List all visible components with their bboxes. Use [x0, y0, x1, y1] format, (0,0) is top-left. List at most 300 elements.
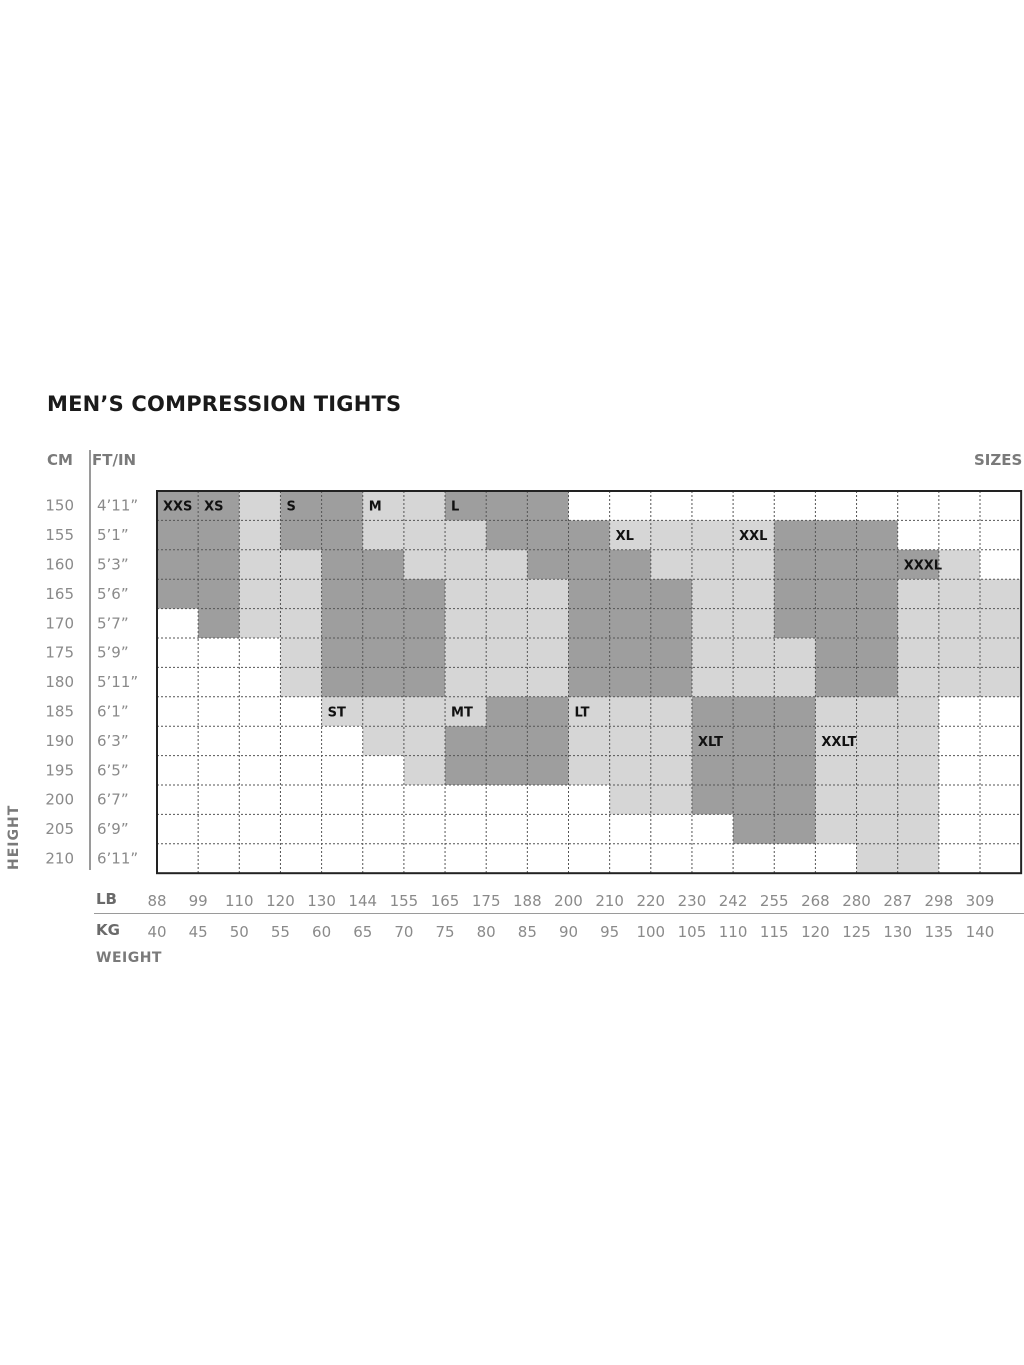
grid-cell: [733, 638, 774, 668]
cm-tick-label: 160: [45, 555, 74, 574]
grid-cell: [363, 726, 404, 756]
grid-cell: [857, 609, 898, 639]
kg-tick-label: 45: [188, 923, 208, 941]
grid-cell: [857, 667, 898, 697]
grid-cell: [610, 785, 651, 815]
grid-cell: [363, 579, 404, 609]
grid-cell: [363, 697, 404, 727]
grid-cell: [404, 785, 445, 815]
grid-cell: [774, 579, 815, 609]
grid-cell: [404, 520, 445, 550]
grid-cell: [569, 667, 610, 697]
grid-cell: [610, 579, 651, 609]
grid-cell: [322, 550, 363, 580]
lb-tick-label: 155: [389, 892, 419, 910]
grid-cell: [774, 814, 815, 844]
grid-cell: [363, 785, 404, 815]
grid-cell: [651, 579, 692, 609]
grid-cell: [198, 756, 239, 786]
grid-cell: [692, 550, 733, 580]
grid-cell: [569, 520, 610, 550]
cm-tick-label: 190: [45, 731, 74, 750]
lb-tick-label: 175: [471, 892, 501, 910]
grid-cell: [527, 785, 568, 815]
grid-cell: [898, 785, 939, 815]
grid-cell: [610, 726, 651, 756]
size-label: XXLT: [821, 734, 857, 750]
grid-cell: [280, 667, 321, 697]
grid-cell: [445, 520, 486, 550]
grid-cell: [857, 550, 898, 580]
grid-cell: [651, 844, 692, 874]
grid-cell: [404, 638, 445, 668]
grid-cell: [898, 609, 939, 639]
size-label: ST: [327, 705, 346, 721]
kg-tick-label: 70: [394, 923, 414, 941]
grid-cell: [239, 726, 280, 756]
grid-cell: [198, 726, 239, 756]
grid-cell: [774, 697, 815, 727]
grid-cell: [815, 609, 856, 639]
grid-cell: [486, 520, 527, 550]
grid-cell: [980, 579, 1021, 609]
grid-cell: [445, 756, 486, 786]
kg-tick-label: 105: [677, 923, 707, 941]
grid-cell: [733, 697, 774, 727]
grid-cell: [157, 697, 198, 727]
lb-tick-label: 99: [188, 892, 208, 910]
grid-cell: [651, 491, 692, 521]
grid-cell: [157, 638, 198, 668]
cm-tick-label: 195: [45, 761, 74, 780]
cells-layer: [157, 491, 1021, 874]
ftin-tick-label: 5’6”: [97, 584, 129, 603]
grid-cell: [610, 697, 651, 727]
grid-cell: [651, 667, 692, 697]
kg-tick-label: 50: [229, 923, 249, 941]
grid-cell: [774, 756, 815, 786]
grid-cell: [239, 638, 280, 668]
grid-cell: [610, 814, 651, 844]
ftin-tick-label: 4’11”: [97, 496, 139, 515]
grid-cell: [692, 697, 733, 727]
grid-cell: [815, 491, 856, 521]
grid-cell: [610, 638, 651, 668]
grid-cell: [157, 579, 198, 609]
grid-cell: [404, 844, 445, 874]
grid-cell: [363, 756, 404, 786]
grid-cell: [280, 785, 321, 815]
lb-tick-label: 242: [718, 892, 748, 910]
grid-cell: [939, 579, 980, 609]
lb-tick-label: 230: [677, 892, 707, 910]
cm-tick-label: 165: [45, 584, 74, 603]
grid-cell: [898, 491, 939, 521]
grid-cell: [239, 609, 280, 639]
grid-cell: [857, 638, 898, 668]
grid-cell: [198, 638, 239, 668]
sizes-header: SIZES: [974, 451, 1023, 469]
size-label: XS: [204, 499, 224, 515]
grid-cell: [363, 814, 404, 844]
grid-cell: [569, 844, 610, 874]
ftin-tick-label: 6’3”: [97, 731, 129, 750]
grid-cell: [610, 550, 651, 580]
lb-tick-label: 268: [801, 892, 830, 910]
grid-cell: [610, 667, 651, 697]
grid-cell: [280, 726, 321, 756]
grid-cell: [692, 609, 733, 639]
grid-cell: [980, 609, 1021, 639]
grid-cell: [733, 756, 774, 786]
lb-tick-label: 210: [595, 892, 624, 910]
grid-cell: [280, 844, 321, 874]
grid-cell: [445, 814, 486, 844]
grid-cell: [322, 814, 363, 844]
grid-cell: [939, 756, 980, 786]
grid-cell: [692, 638, 733, 668]
grid-cell: [363, 609, 404, 639]
grid-cell: [486, 697, 527, 727]
kg-tick-label: 110: [718, 923, 748, 941]
grid-cell: [157, 667, 198, 697]
ftin-header: FT/IN: [92, 451, 137, 469]
grid-cell: [445, 785, 486, 815]
lb-tick-label: 130: [307, 892, 336, 910]
grid-cell: [486, 550, 527, 580]
grid-cell: [857, 756, 898, 786]
grid-cell: [527, 491, 568, 521]
grid-cell: [198, 550, 239, 580]
grid-cell: [980, 697, 1021, 727]
grid-cell: [569, 756, 610, 786]
grid-cell: [898, 667, 939, 697]
grid-cell: [280, 550, 321, 580]
grid-cell: [404, 726, 445, 756]
grid-cell: [239, 756, 280, 786]
grid-cell: [610, 756, 651, 786]
grid-cell: [692, 844, 733, 874]
grid-cell: [733, 550, 774, 580]
grid-cell: [280, 579, 321, 609]
ftin-tick-label: 5’7”: [97, 614, 129, 633]
grid-cell: [692, 785, 733, 815]
grid-cell: [527, 814, 568, 844]
grid-cell: [815, 756, 856, 786]
grid-cell: [898, 697, 939, 727]
size-label: XXS: [163, 499, 193, 515]
lb-tick-label: 287: [883, 892, 913, 910]
grid-cell: [815, 814, 856, 844]
grid-cell: [363, 550, 404, 580]
grid-cell: [363, 667, 404, 697]
ftin-tick-label: 6’5”: [97, 761, 129, 780]
grid-cell: [404, 667, 445, 697]
grid-cell: [527, 638, 568, 668]
grid-cell: [198, 667, 239, 697]
ftin-tick-label: 5’3”: [97, 555, 129, 574]
grid-cell: [980, 638, 1021, 668]
kg-tick-label: 95: [600, 923, 620, 941]
grid-cell: [157, 550, 198, 580]
grid-cell: [815, 697, 856, 727]
grid-cell: [404, 491, 445, 521]
cm-tick-label: 210: [45, 849, 74, 868]
grid-cell: [198, 814, 239, 844]
cm-tick-label: 205: [45, 820, 74, 839]
grid-cell: [527, 520, 568, 550]
grid-cell: [774, 491, 815, 521]
grid-cell: [322, 491, 363, 521]
grid-cell: [774, 609, 815, 639]
lb-tick-label: 220: [636, 892, 666, 910]
grid-cell: [486, 667, 527, 697]
grid-cell: [939, 550, 980, 580]
grid-cell: [486, 756, 527, 786]
lb-tick-label: 165: [430, 892, 460, 910]
grid-cell: [980, 667, 1021, 697]
grid-cell: [322, 609, 363, 639]
grid-cell: [486, 579, 527, 609]
kg-tick-label: 120: [801, 923, 830, 941]
grid-cell: [980, 726, 1021, 756]
grid-cell: [280, 814, 321, 844]
grid-cell: [322, 785, 363, 815]
grid-cell: [898, 520, 939, 550]
grid-cell: [898, 638, 939, 668]
grid-cell: [815, 520, 856, 550]
grid-cell: [569, 726, 610, 756]
grid-cell: [774, 520, 815, 550]
kg-tick-label: 140: [965, 923, 995, 941]
grid-cell: [610, 491, 651, 521]
grid-cell: [774, 667, 815, 697]
kg-tick-label: 100: [636, 923, 666, 941]
grid-cell: [569, 814, 610, 844]
chart-title: MEN’S COMPRESSION TIGHTS: [47, 392, 402, 416]
grid-cell: [651, 697, 692, 727]
grid-cell: [610, 609, 651, 639]
grid-cell: [692, 667, 733, 697]
size-label: XXL: [739, 529, 768, 545]
grid-cell: [980, 844, 1021, 874]
grid-cell: [527, 550, 568, 580]
kg-tick-label: 60: [312, 923, 332, 941]
grid-cell: [774, 550, 815, 580]
ftin-tick-label: 6’7”: [97, 790, 129, 809]
kg-tick-label: 90: [558, 923, 579, 941]
grid-cell: [857, 491, 898, 521]
lb-tick-label: 120: [266, 892, 295, 910]
lb-tick-label: 88: [147, 892, 167, 910]
kg-tick-label: 65: [353, 923, 373, 941]
grid-cell: [157, 756, 198, 786]
grid-cell: [651, 785, 692, 815]
grid-cell: [815, 550, 856, 580]
grid-cell: [939, 609, 980, 639]
grid-cell: [857, 697, 898, 727]
grid-cell: [445, 550, 486, 580]
lb-tick-label: 188: [513, 892, 542, 910]
grid-cell: [280, 609, 321, 639]
grid-cell: [980, 520, 1021, 550]
grid-cell: [651, 638, 692, 668]
grid-cell: [815, 579, 856, 609]
grid-cell: [322, 579, 363, 609]
grid-cell: [404, 814, 445, 844]
grid-cell: [980, 550, 1021, 580]
grid-cell: [692, 579, 733, 609]
grid-cell: [898, 814, 939, 844]
grid-cell: [692, 756, 733, 786]
size-label: MT: [451, 705, 473, 721]
grid-cell: [939, 491, 980, 521]
grid-cell: [157, 609, 198, 639]
kg-tick-label: 75: [435, 923, 455, 941]
grid-cell: [239, 491, 280, 521]
size-label: LT: [574, 705, 590, 721]
grid-cell: [569, 638, 610, 668]
grid-cell: [322, 756, 363, 786]
kg-tick-label: 115: [759, 923, 789, 941]
grid-cell: [651, 814, 692, 844]
grid-cell: [239, 667, 280, 697]
grid-cell: [939, 785, 980, 815]
grid-cell: [939, 667, 980, 697]
grid-cell: [939, 844, 980, 874]
ftin-tick-label: 5’1”: [97, 526, 129, 545]
grid-cell: [857, 814, 898, 844]
lb-label: LB: [96, 890, 117, 908]
grid-cell: [527, 726, 568, 756]
grid-cell: [239, 844, 280, 874]
grid-cell: [857, 579, 898, 609]
grid-cell: [157, 844, 198, 874]
grid-cell: [733, 785, 774, 815]
grid-cell: [239, 814, 280, 844]
grid-cell: [939, 638, 980, 668]
ftin-tick-label: 5’9”: [97, 643, 129, 662]
grid-cell: [486, 814, 527, 844]
cm-tick-label: 185: [45, 702, 74, 721]
grid-cell: [404, 550, 445, 580]
grid-cell: [157, 520, 198, 550]
grid-cell: [692, 520, 733, 550]
grid-cell: [527, 579, 568, 609]
grid-cell: [198, 609, 239, 639]
grid-cell: [280, 756, 321, 786]
ftin-tick-label: 6’11”: [97, 849, 139, 868]
kg-tick-label: 85: [517, 923, 537, 941]
grid-cell: [486, 726, 527, 756]
cm-tick-label: 200: [45, 790, 74, 809]
grid-cell: [692, 491, 733, 521]
grid-cell: [651, 756, 692, 786]
grid-cell: [527, 609, 568, 639]
kg-label: KG: [96, 921, 120, 939]
grid-cell: [445, 638, 486, 668]
grid-cell: [815, 844, 856, 874]
grid-cell: [445, 609, 486, 639]
size-label: M: [368, 499, 382, 515]
grid-cell: [980, 491, 1021, 521]
grid-cell: [404, 609, 445, 639]
grid-cell: [157, 785, 198, 815]
grid-cell: [404, 579, 445, 609]
grid-cell: [157, 814, 198, 844]
kg-tick-label: 130: [883, 923, 913, 941]
grid-cell: [774, 785, 815, 815]
grid-cell: [404, 697, 445, 727]
grid-cell: [445, 667, 486, 697]
grid-cell: [445, 579, 486, 609]
ftin-tick-label: 6’9”: [97, 820, 129, 839]
grid-cell: [939, 697, 980, 727]
kg-tick-label: 55: [270, 923, 290, 941]
grid-cell: [815, 785, 856, 815]
grid-cell: [733, 726, 774, 756]
grid-cell: [363, 638, 404, 668]
size-label: S: [286, 499, 296, 515]
grid-cell: [898, 756, 939, 786]
grid-cell: [610, 844, 651, 874]
grid-cell: [445, 844, 486, 874]
grid-cell: [898, 726, 939, 756]
grid-cell: [939, 726, 980, 756]
height-axis-label: HEIGHT: [6, 804, 22, 870]
grid-cell: [527, 697, 568, 727]
grid-cell: [198, 844, 239, 874]
grid-cell: [322, 726, 363, 756]
grid-cell: [569, 579, 610, 609]
cm-tick-label: 175: [45, 643, 74, 662]
grid-cell: [322, 638, 363, 668]
grid-cell: [445, 726, 486, 756]
grid-cell: [322, 667, 363, 697]
grid-cell: [280, 520, 321, 550]
grid-cell: [198, 785, 239, 815]
grid-cell: [239, 697, 280, 727]
grid-cell: [939, 520, 980, 550]
grid-cell: [733, 491, 774, 521]
size-label: L: [451, 499, 460, 515]
grid-cell: [404, 756, 445, 786]
grid-cell: [980, 814, 1021, 844]
grid-cell: [815, 638, 856, 668]
cm-header: CM: [47, 451, 73, 469]
size-label: XLT: [697, 734, 723, 750]
lb-tick-label: 110: [224, 892, 254, 910]
lb-tick-label: 309: [965, 892, 995, 910]
grid-cell: [815, 667, 856, 697]
grid-cell: [486, 638, 527, 668]
grid-cell: [857, 726, 898, 756]
grid-cell: [198, 520, 239, 550]
grid-cell: [486, 609, 527, 639]
grid-cell: [239, 520, 280, 550]
size-label: XXXL: [903, 558, 943, 574]
grid-cell: [857, 520, 898, 550]
grid-cell: [527, 667, 568, 697]
grid-cell: [527, 844, 568, 874]
grid-cell: [774, 844, 815, 874]
grid-cell: [898, 579, 939, 609]
cm-tick-label: 180: [45, 673, 74, 692]
grid-cell: [322, 520, 363, 550]
kg-tick-label: 135: [924, 923, 954, 941]
grid-cell: [774, 726, 815, 756]
grid-cell: [239, 579, 280, 609]
